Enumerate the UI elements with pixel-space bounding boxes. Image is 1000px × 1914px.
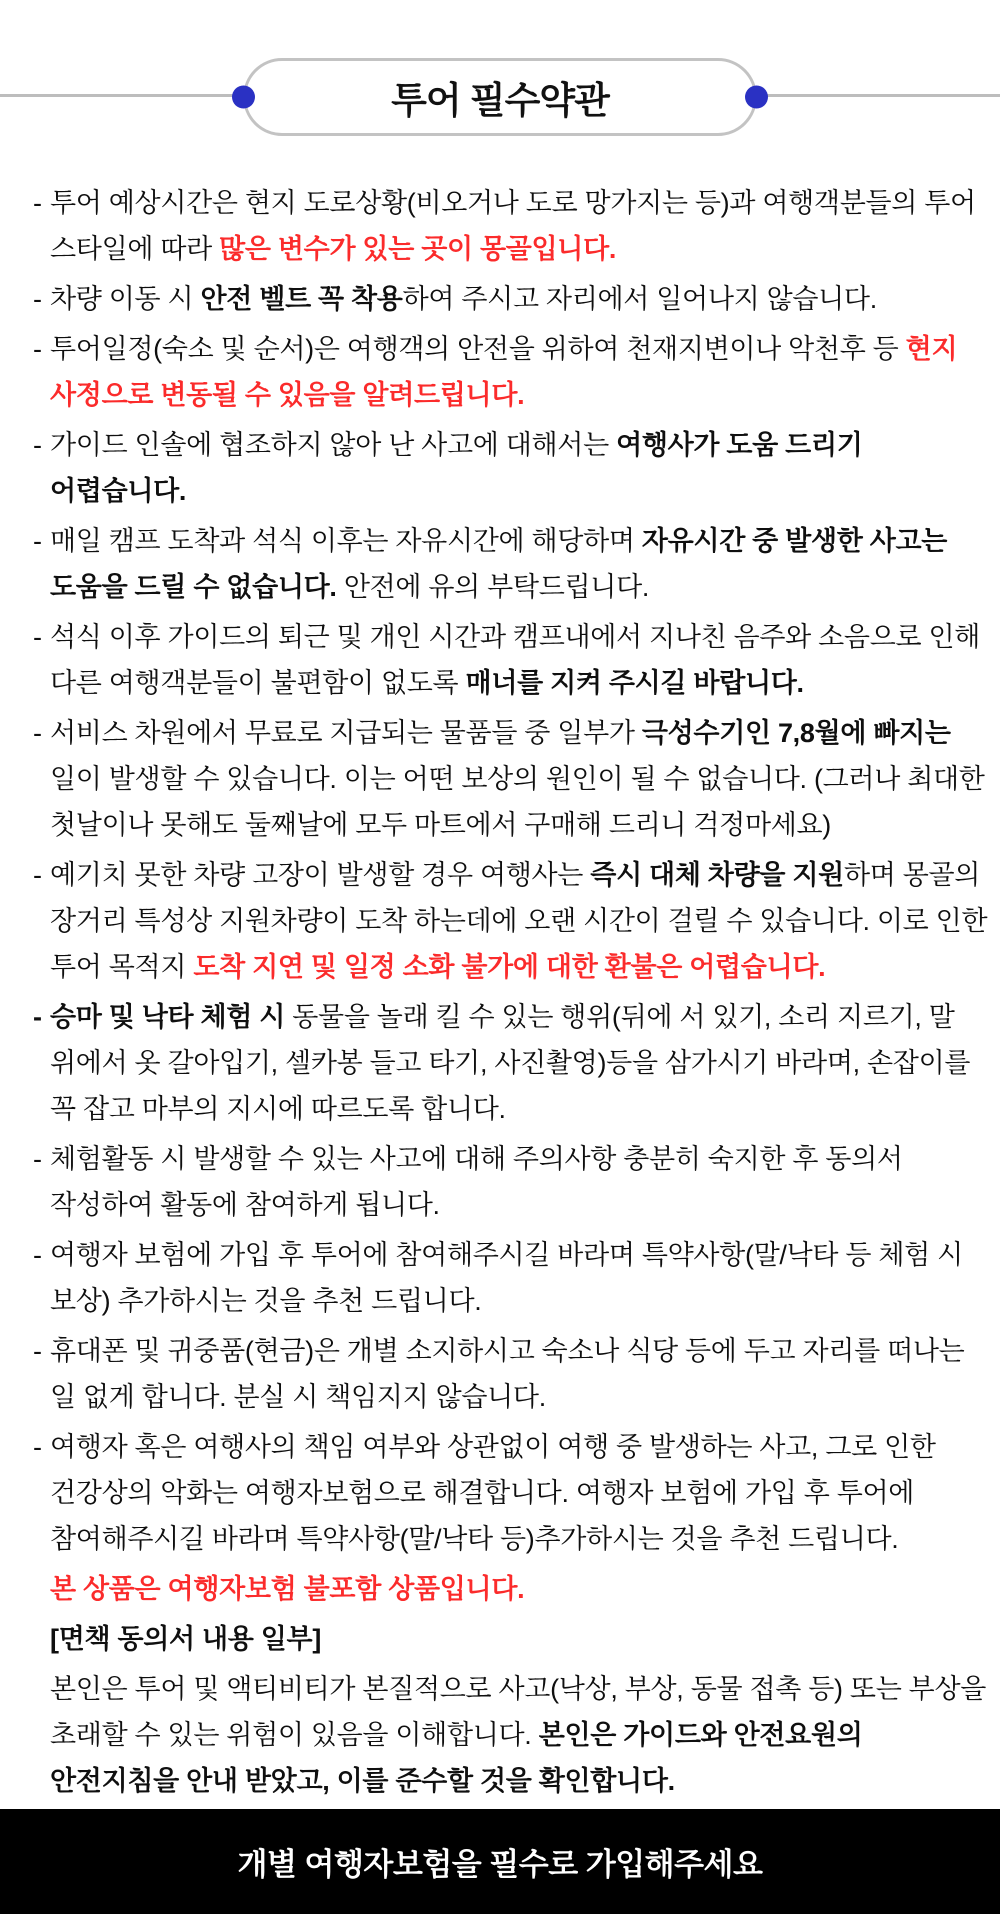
- term-text-run: 하며 몽골의 장거리 특성상 지원차량이 도착 하는데에 오랜 시간이 걸릴 수 있습니다. 이로 인한 투어 목적지: [50, 860, 988, 982]
- term-text-run: 승마 및 낙타 체험 시: [50, 1002, 286, 1032]
- term-text: [50, 852, 988, 990]
- term-item: [33, 994, 988, 1132]
- term-text-run: 많은 변수가 있는 곳이 몽골입니다.: [219, 234, 617, 264]
- bullet-dash: -: [33, 188, 42, 218]
- term-text-run: 하여 주시고 자리에서 일어나지 않습니다.: [402, 284, 877, 314]
- term-text: [50, 1616, 988, 1662]
- bullet-dash: -: [33, 1336, 42, 1366]
- term-text-run: 매일 캠프 도착과 석식 이후는 자유시간에 해당하며: [50, 526, 642, 556]
- term-text-run: 서비스 차원에서 무료로 지급되는 물품들 중 일부가: [50, 718, 642, 748]
- term-item: [33, 1566, 988, 1612]
- term-text-run: 체험활동 시 발생할 수 있는 사고에 대해 주의사항 충분히 숙지한 후 동의서 작성하여 활동에 참여하게 됩니다.: [50, 1144, 903, 1220]
- term-item: [33, 1666, 988, 1804]
- bullet-dash: -: [33, 1144, 42, 1174]
- term-text-run: 안전에 유의 부탁드립니다.: [336, 572, 650, 602]
- term-item: [33, 276, 988, 322]
- term-text: [50, 1136, 988, 1228]
- term-item: [33, 518, 988, 610]
- term-item: [33, 1328, 988, 1420]
- term-text-run: 투어일정(숙소 및 순서)은 여행객의 안전을 위하여 천재지변이나 악천후 등: [50, 334, 906, 364]
- term-item: [33, 710, 988, 848]
- term-text-run: 본인은 가이드와 안전요원의 안전지침을 안내 받았고, 이를 준수할 것을 확인합니다.: [50, 1720, 863, 1796]
- term-text-run: 즉시 대체 차량을 지원: [590, 860, 844, 890]
- term-text-run: [면책 동의서 내용 일부]: [50, 1624, 322, 1654]
- header: [0, 0, 1000, 150]
- term-item: [33, 852, 988, 990]
- term-text: [50, 1232, 988, 1324]
- term-text-run: 일이 발생할 수 있습니다. 이는 어떤 보상의 원인이 될 수 없습니다. (그러나 최대한 첫날이나 못해도 둘째날에 모두 마트에서 구매해 드리니 걱정마세요): [50, 764, 985, 840]
- bullet-dash: -: [33, 718, 42, 748]
- term-item: [33, 1232, 988, 1324]
- term-text: [50, 994, 988, 1132]
- term-text-run: 본 상품은 여행자보험 불포함 상품입니다.: [50, 1574, 525, 1604]
- term-text-run: 휴대폰 및 귀중품(현금)은 개별 소지하시고 숙소나 식당 등에 두고 자리를 떠나는 일 없게 합니다. 분실 시 책임지지 않습니다.: [50, 1336, 965, 1412]
- term-text: [50, 614, 988, 706]
- term-text-run: 자유시간 중 발생한 사고는 도움을 드릴 수 없습니다.: [50, 526, 948, 602]
- term-item: [33, 1616, 988, 1662]
- bullet-dash: -: [33, 1240, 42, 1270]
- term-item: [33, 326, 988, 418]
- term-text: [50, 422, 988, 514]
- term-text-run: 도착 지연 및 일정 소화 불가에 대한 환불은 어렵습니다.: [193, 952, 826, 982]
- footer-banner: [0, 1809, 1000, 1914]
- bullet-dash: -: [33, 526, 42, 556]
- term-text: [50, 710, 988, 848]
- term-item: [33, 614, 988, 706]
- term-text-run: 여행사가 도움 드리기 어렵습니다.: [50, 430, 863, 506]
- term-item: [33, 1136, 988, 1228]
- bullet-dash: -: [33, 860, 42, 890]
- terms-list: [0, 150, 1000, 1804]
- bullet-dash: -: [33, 430, 42, 460]
- term-text: [50, 1666, 988, 1804]
- term-text: [50, 276, 988, 322]
- term-text-run: 안전 벨트 꼭 착용: [200, 284, 403, 314]
- blue-dot-left-icon: [232, 86, 255, 109]
- title-pill: [243, 58, 757, 136]
- term-text: [50, 1328, 988, 1420]
- term-text-run: 매너를 지켜 주시길 바랍니다.: [465, 668, 804, 698]
- page-title: 투어 필수약관: [391, 80, 609, 121]
- term-text-run: 가이드 인솔에 협조하지 않아 난 사고에 대해서는: [50, 430, 617, 460]
- term-text-run: 차량 이동 시: [50, 284, 201, 314]
- bullet-dash: -: [33, 334, 42, 364]
- term-text-run: 투어 예상시간은 현지 도로상황(비오거나 도로 망가지는 등)과 여행객분들의 투어 스타일에 따라: [50, 188, 976, 264]
- bullet-dash: -: [33, 1432, 42, 1462]
- term-text: [50, 1424, 988, 1562]
- term-item: [33, 180, 988, 272]
- term-text-run: 여행자 보험에 가입 후 투어에 참여해주시길 바라며 특약사항(말/낙타 등 체험 시 보상) 추가하시는 것을 추천 드립니다.: [50, 1240, 963, 1316]
- footer-notice: 개별 여행자보험을 필수로 가입해주세요: [237, 1847, 763, 1882]
- term-text-run: 본인은 투어 및 액티비티가 본질적으로 사고(낙상, 부상, 동물 접촉 등) 또는 부상을 초래할 수 있는 위험이 있음을 이해합니다.: [50, 1674, 987, 1750]
- bullet-dash: -: [33, 622, 42, 652]
- term-item: [33, 1424, 988, 1562]
- term-item: [33, 422, 988, 514]
- term-text: [50, 1566, 988, 1612]
- bullet-dash: -: [33, 284, 42, 314]
- term-text: [50, 180, 988, 272]
- term-text-run: 석식 이후 가이드의 퇴근 및 개인 시간과 캠프내에서 지나친 음주와 소음으로 인해 다른 여행객분들이 불편함이 없도록: [50, 622, 981, 698]
- blue-dot-right-icon: [745, 86, 768, 109]
- bullet-dash: -: [33, 1002, 42, 1032]
- term-text-run: 현지 사정으로 변동될 수 있음을 알려드립니다.: [50, 334, 958, 410]
- term-text-run: 예기치 못한 차량 고장이 발생할 경우 여행사는: [50, 860, 591, 890]
- term-text: [50, 326, 988, 418]
- term-text-run: 극성수기인 7,8월에 빠지는: [641, 718, 951, 748]
- term-text-run: 여행자 혹은 여행사의 책임 여부와 상관없이 여행 중 발생하는 사고, 그로 인한 건강상의 악화는 여행자보험으로 해결합니다. 여행자 보험에 가입 후 투어에 참여해주시길 바라며 특약사항(말/낙타 등)추가하시는 것을 추천 드립니다.: [50, 1432, 936, 1554]
- term-text-run: 동물을 놀래 킬 수 있는 행위(뒤에 서 있기, 소리 지르기, 말 위에서 옷 갈아입기, 셀카봉 들고 타기, 사진촬영)등을 삼가시기 바라며, 손잡이를 꼭 잡고 마부의 지시에 따르도록 합니다.: [50, 1002, 971, 1124]
- term-text: [50, 518, 988, 610]
